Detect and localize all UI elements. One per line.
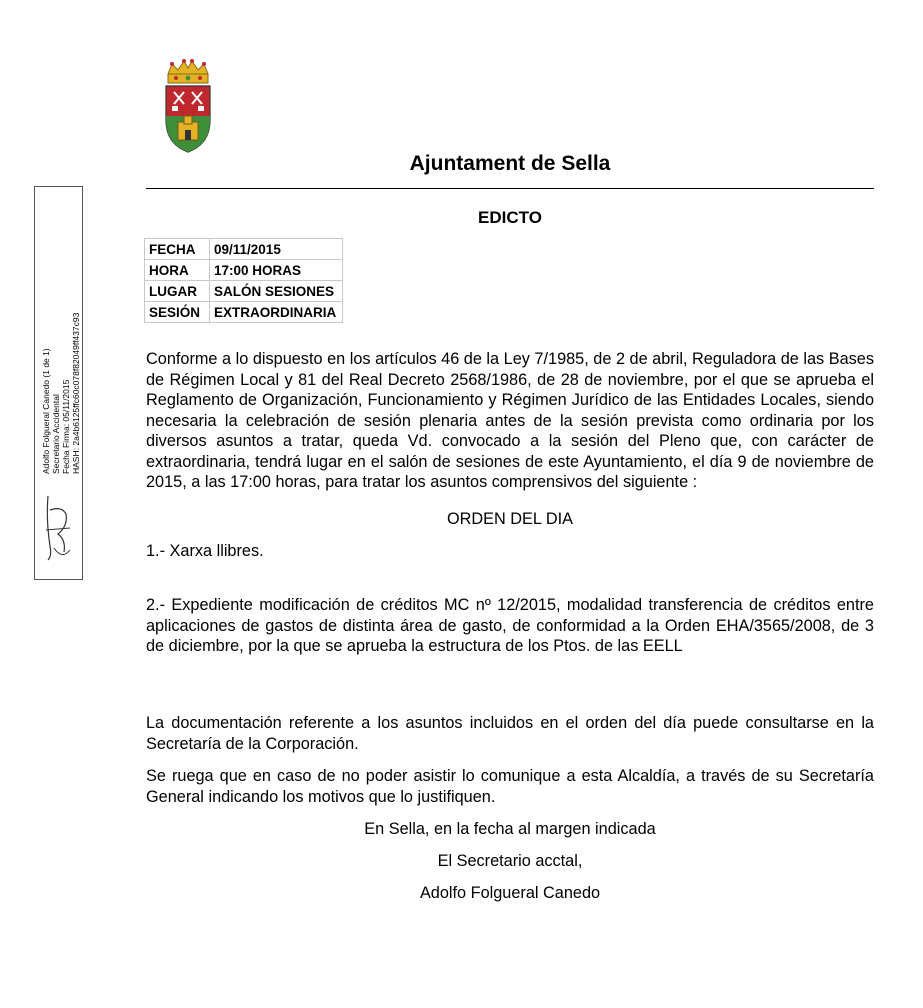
stamp-line-role: Secretario Accidental bbox=[51, 394, 61, 474]
document-heading: EDICTO bbox=[478, 208, 542, 227]
signature-stamp-text bbox=[41, 313, 81, 474]
meta-value: SALÓN SESIONES bbox=[210, 281, 343, 302]
agenda-title: ORDEN DEL DIA bbox=[446, 510, 574, 528]
meta-row-sesion bbox=[145, 302, 343, 323]
header-divider bbox=[146, 188, 874, 189]
agenda-item-1: 1.- Xarxa llibres. bbox=[146, 542, 264, 560]
coat-of-arms-logo bbox=[160, 58, 216, 154]
signer-name: Adolfo Folgueral Canedo bbox=[419, 884, 601, 902]
handwritten-signature-icon bbox=[40, 490, 76, 566]
place-date: En Sella, en la fecha al margen indicada bbox=[364, 820, 656, 838]
meta-value: 17:00 HORAS bbox=[210, 260, 343, 281]
stamp-line-hash: HASH: 2a4b6125ffc60c078f82049ff437c93 bbox=[71, 312, 81, 474]
stamp-line-signer: Adolfo Folgueral Canedo (1 de 1) bbox=[41, 348, 51, 474]
meta-label: SESIÓN bbox=[145, 302, 210, 323]
stamp-line-date: Fecha Firma: 05/11/2015 bbox=[61, 379, 71, 474]
meta-label: HORA bbox=[145, 260, 210, 281]
intro-paragraph: Conforme a lo dispuesto en los artículos 46 de la Ley 7/1985, de 2 de abril, Reguladora de las Bases de Régimen Local y 81 del Real Decreto 2568/1986, de 28 de noviembre, por el que se aprueba el Reglamento de Organización, Funcionamiento y Régimen Jurídico de las Entidades Locales, siendo necesaria la celebración de sesión plenaria antes de la sesión prevista como ordinaria por los diversos asuntos a tratar, queda Vd. convocado a la sesión del Pleno que, con carácter de extraordinaria, tendrá lugar en el salón de sesiones de este Ayuntamiento, el día 9 de noviembre de 2015, a las 17:00 horas, para tratar los asuntos comprensivos del siguiente : bbox=[146, 350, 874, 491]
meta-label: LUGAR bbox=[145, 281, 210, 302]
signer-role: El Secretario acctal, bbox=[437, 852, 583, 870]
request-note: Se ruega que en caso de no poder asistir lo comunique a esta Alcaldía, a través de su Secretaría General indicando los motivos que lo justifiquen. bbox=[146, 767, 874, 806]
documentation-note: La documentación referente a los asuntos incluidos en el orden del día puede consultarse en la Secretaría de la Corporación. bbox=[146, 714, 874, 753]
meta-row-hora bbox=[145, 260, 343, 281]
session-details-table bbox=[144, 238, 343, 323]
meta-value: 09/11/2015 bbox=[210, 239, 343, 260]
meta-value: EXTRAORDINARIA bbox=[210, 302, 343, 323]
meta-row-lugar bbox=[145, 281, 343, 302]
agenda-item-2: 2.- Expediente modificación de créditos MC nº 12/2015, modalidad transferencia de créditos entre aplicaciones de gastos de distinta área de gasto, de conformidad a la Orden EHA/3565/2008, de 3 de diciembre, por la que se aprueba la estructura de los Ptos. de las EELL bbox=[146, 596, 874, 655]
town-name: Ajuntament de Sella bbox=[409, 152, 611, 175]
meta-label: FECHA bbox=[145, 239, 210, 260]
meta-row-fecha bbox=[145, 239, 343, 260]
